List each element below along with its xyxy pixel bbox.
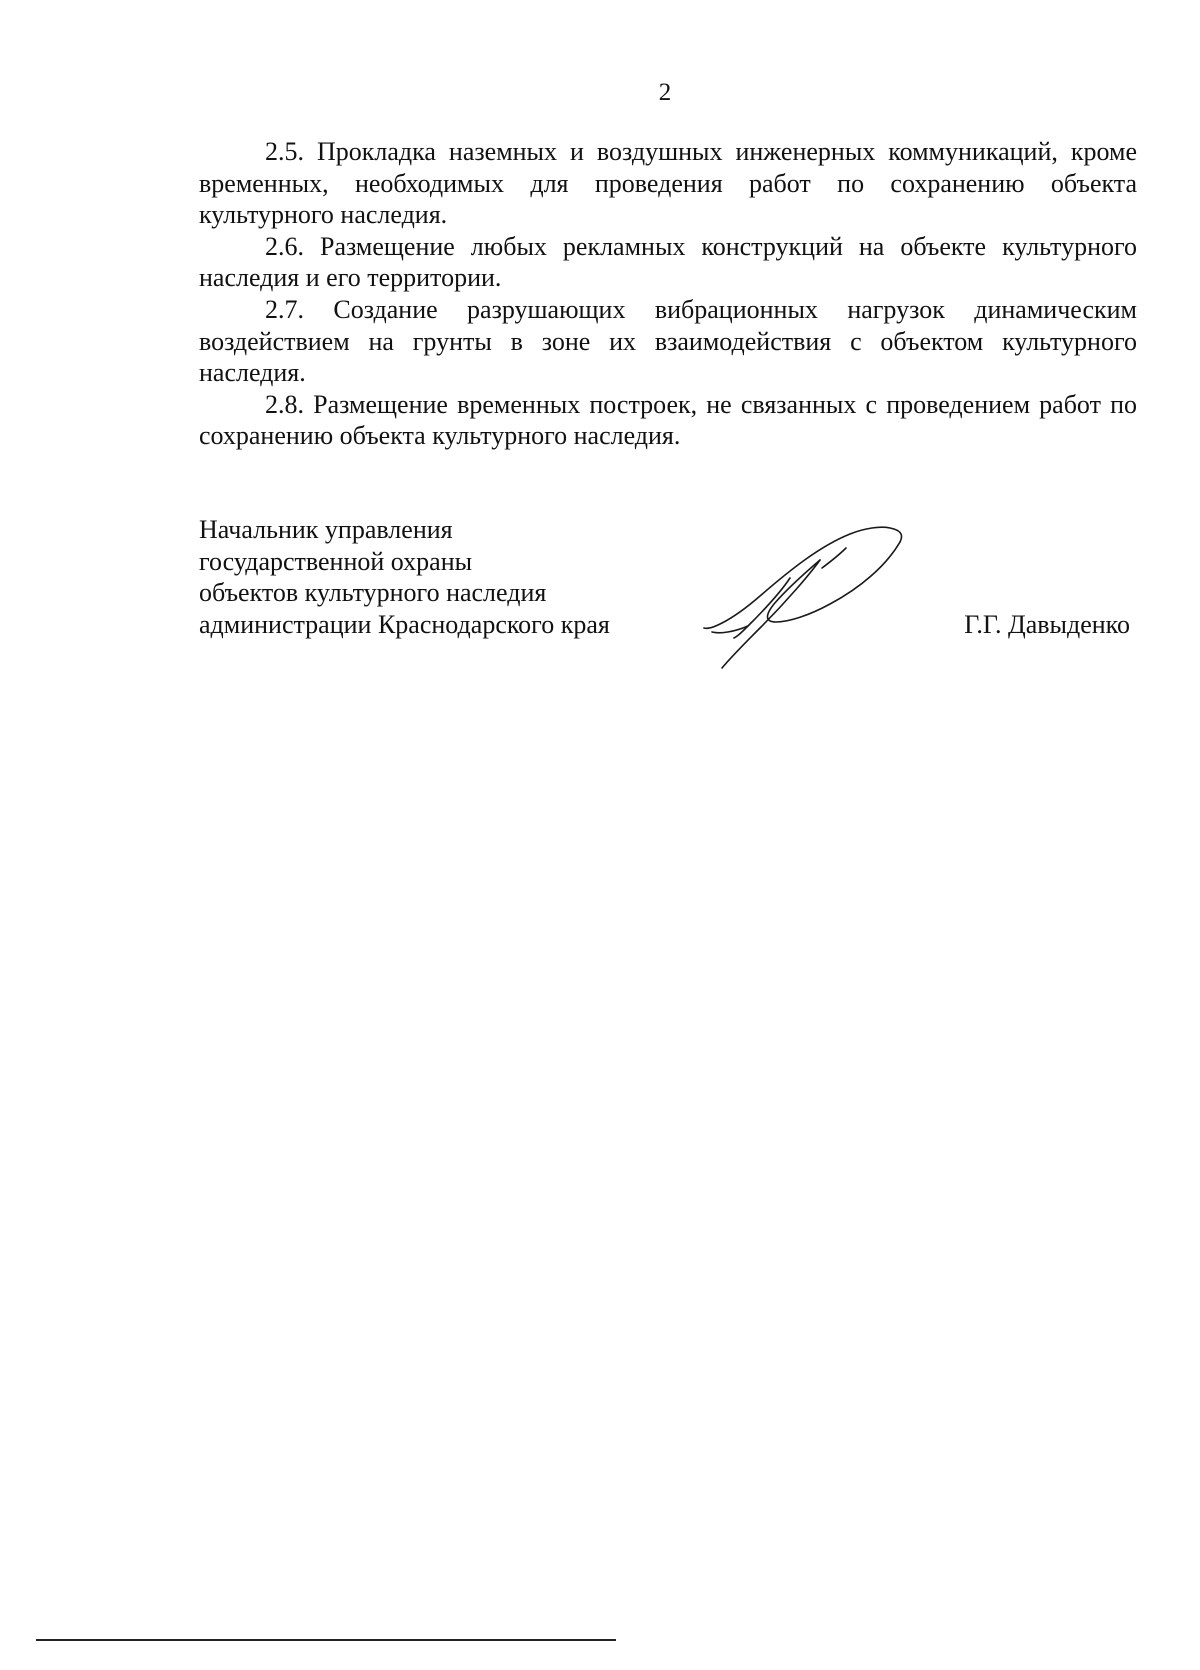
document-body — [199, 136, 1137, 452]
paragraph-2-5: 2.5. Прокладка наземных и воздушных инженерных коммуникаций, кроме временных, необходимых для проведения работ по сохранению объекта культурного наследия. — [199, 137, 1137, 230]
signer-position-line: государственной охраны — [199, 546, 473, 576]
paragraph-2-8: 2.8. Размещение временных построек, не связанных с проведением работ по сохранению объекта культурного наследия. — [199, 389, 1137, 451]
paragraph-2-6: 2.6. Размещение любых рекламных конструкций на объекте культурного наследия и его территории. — [199, 231, 1137, 293]
signer-name: Г.Г. Давыденко — [964, 610, 1130, 639]
handwritten-signature — [690, 518, 930, 678]
footer-rule — [36, 1639, 616, 1641]
page-number: 2 — [658, 79, 672, 106]
paragraph-2-7: 2.7. Создание разрушающих вибрационных нагрузок динамическим воздействием на грунты в зоне их взаимодействия с объектом культурного наследия. — [199, 294, 1137, 388]
signer-position-line: администрации Краснодарского края — [199, 609, 610, 639]
signer-position-line: объектов культурного наследия — [199, 578, 547, 608]
signer-position-line: Начальник управления — [199, 515, 453, 544]
